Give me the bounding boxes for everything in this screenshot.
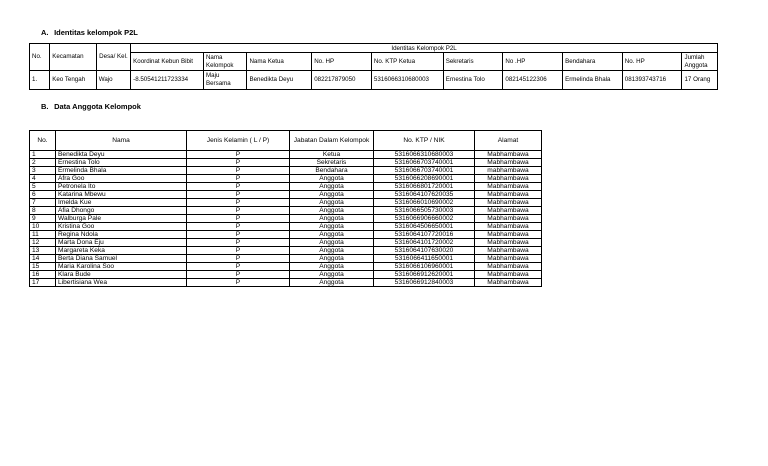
cell-nama: Maria Karolina Soo: [56, 263, 187, 271]
cell-jenis-kelamin: P: [187, 255, 290, 263]
cell-nama: Ernestina Tolo: [56, 159, 187, 167]
cell-jenis-kelamin: P: [187, 247, 290, 255]
cell-jenis-kelamin: P: [187, 231, 290, 239]
cell-jenis-kelamin: P: [187, 271, 290, 279]
section-a-heading: [41, 28, 138, 37]
cell-ktp: 5316064107630020: [374, 247, 475, 255]
cell-no-ktp-ketua: 5316066310680003: [371, 71, 443, 90]
cell-jenis-kelamin: P: [187, 239, 290, 247]
cell-ktp: 5316066310680003: [374, 151, 475, 159]
cell-desa: Wajo: [96, 71, 130, 90]
cell-jabatan: Anggota: [290, 231, 374, 239]
cell-no: 10: [30, 223, 56, 231]
cell-no: 8: [30, 207, 56, 215]
cell-no: 6: [30, 191, 56, 199]
cell-sekretaris: Ernestina Tolo: [443, 71, 503, 90]
cell-no: 12: [30, 239, 56, 247]
cell-no: 5: [30, 183, 56, 191]
cell-jabatan: Anggota: [290, 255, 374, 263]
cell-jabatan: Bendahara: [290, 167, 374, 175]
cell-nama-ketua: Benedikta Deyu: [247, 71, 312, 90]
cell-jenis-kelamin: P: [187, 183, 290, 191]
cell-ktp: 5316066208690001: [374, 175, 475, 183]
section-a-letter: A.: [41, 28, 49, 37]
header-nama-kelompok: Nama Kelompok: [203, 53, 247, 71]
cell-nama: Regina Ndola: [56, 231, 187, 239]
cell-no: 3: [30, 167, 56, 175]
cell-jabatan: Ketua: [290, 151, 374, 159]
cell-jabatan: Anggota: [290, 239, 374, 247]
cell-no: 17: [30, 279, 56, 287]
cell-jenis-kelamin: P: [187, 279, 290, 287]
cell-no: 11: [30, 231, 56, 239]
cell-ktp: 5316064101720002: [374, 239, 475, 247]
cell-alamat: Mabhambawa: [475, 191, 542, 199]
table-row: [30, 255, 542, 263]
cell-alamat: Mabhambawa: [475, 223, 542, 231]
cell-ktp: 5316064506650001: [374, 223, 475, 231]
cell-nama-kelompok: Maju Bersama: [203, 71, 247, 90]
header-kecamatan: Kecamatan: [50, 44, 97, 71]
section-b-title: Data Anggota Kelompok: [54, 102, 141, 111]
header-no-hp-sekretaris: No .HP: [503, 53, 563, 71]
cell-jenis-kelamin: P: [187, 263, 290, 271]
cell-nama: Afra Goo: [56, 175, 187, 183]
cell-no: 16: [30, 271, 56, 279]
cell-jenis-kelamin: P: [187, 191, 290, 199]
header-desa: Desa/ Kel.: [96, 44, 130, 71]
header-ktp: No. KTP / NIK: [374, 131, 475, 151]
cell-jabatan: Anggota: [290, 263, 374, 271]
cell-jenis-kelamin: P: [187, 223, 290, 231]
header-no-hp-bendahara: No. HP: [622, 53, 682, 71]
table-row: [30, 71, 718, 90]
table-row: [30, 231, 542, 239]
cell-no: 1: [30, 151, 56, 159]
header-jabatan: Jabatan Dalam Kelompok: [290, 131, 374, 151]
table-row: [30, 271, 542, 279]
cell-jenis-kelamin: P: [187, 175, 290, 183]
table-row: [30, 167, 542, 175]
cell-nama: Marta Dona Eju: [56, 239, 187, 247]
cell-nama: Benedikta Deyu: [56, 151, 187, 159]
cell-ktp: 5316066801720001: [374, 183, 475, 191]
cell-jenis-kelamin: P: [187, 159, 290, 167]
cell-ktp: 5316066106960001: [374, 263, 475, 271]
table-row: [30, 223, 542, 231]
cell-alamat: Mabhambawa: [475, 247, 542, 255]
header-sekretaris: Sekretaris: [443, 53, 503, 71]
cell-jabatan: Anggota: [290, 199, 374, 207]
table-row: [30, 183, 542, 191]
cell-no-hp-ketua: 082217879050: [312, 71, 372, 90]
cell-ktp: 5316064107620035: [374, 191, 475, 199]
cell-nama: Klara Bude: [56, 271, 187, 279]
cell-ktp: 5316066703740001: [374, 167, 475, 175]
cell-nama: Katarina Mbewu: [56, 191, 187, 199]
cell-jenis-kelamin: P: [187, 207, 290, 215]
cell-alamat: Mabhambawa: [475, 255, 542, 263]
section-a-title: Identitas kelompok P2L: [54, 28, 138, 37]
cell-kecamatan: Keo Tengah: [50, 71, 97, 90]
cell-jenis-kelamin: P: [187, 199, 290, 207]
cell-jumlah: 17 Orang: [682, 71, 718, 90]
group-identity-table: [29, 43, 718, 90]
cell-nama: Petronela Ito: [56, 183, 187, 191]
table-row: [30, 159, 542, 167]
header-koordinat: Koordinat Kebun Bibit: [131, 53, 204, 71]
header-nama: Nama: [56, 131, 187, 151]
header-jenis-kelamin: Jenis Kelamin ( L / P): [187, 131, 290, 151]
cell-alamat: Mabhambawa: [475, 263, 542, 271]
cell-jenis-kelamin: P: [187, 151, 290, 159]
header-nama-ketua: Nama Ketua: [247, 53, 312, 71]
cell-jabatan: Anggota: [290, 191, 374, 199]
table-row: [30, 215, 542, 223]
cell-ktp: 5316064107720016: [374, 231, 475, 239]
cell-alamat: Mabhambawa: [475, 279, 542, 287]
cell-no-hp-bendahara: 081393743716: [622, 71, 682, 90]
header-group: Identitas Kelompok P2L: [131, 44, 718, 53]
cell-ktp: 5316066912840003: [374, 279, 475, 287]
cell-no: 15: [30, 263, 56, 271]
cell-jabatan: Anggota: [290, 247, 374, 255]
cell-no: 7: [30, 199, 56, 207]
header-bendahara: Bendahara: [563, 53, 623, 71]
section-b-heading: [41, 102, 141, 111]
cell-alamat: Mabhambawa: [475, 175, 542, 183]
table-row: [30, 175, 542, 183]
cell-nama: Walburga Pale: [56, 215, 187, 223]
cell-jabatan: Anggota: [290, 279, 374, 287]
header-no-hp-ketua: No. HP: [312, 53, 372, 71]
table-row: [30, 151, 542, 159]
cell-no-hp-sekretaris: 082145122306: [503, 71, 563, 90]
cell-nama: Imelda Kue: [56, 199, 187, 207]
cell-alamat: Mabhambawa: [475, 199, 542, 207]
cell-alamat: Mabhambawa: [475, 151, 542, 159]
cell-jenis-kelamin: P: [187, 215, 290, 223]
cell-alamat: mabhambawa: [475, 167, 542, 175]
cell-no: 4: [30, 175, 56, 183]
cell-jabatan: Anggota: [290, 215, 374, 223]
cell-alamat: Mabhambawa: [475, 215, 542, 223]
cell-jabatan: Anggota: [290, 175, 374, 183]
table-row: [30, 263, 542, 271]
members-table: [29, 130, 542, 287]
cell-bendahara: Ermelinda Bhala: [563, 71, 623, 90]
cell-no: 13: [30, 247, 56, 255]
cell-no: 9: [30, 215, 56, 223]
cell-nama: Berta Diana Samuel: [56, 255, 187, 263]
table-row: [30, 279, 542, 287]
cell-alamat: Mabhambawa: [475, 231, 542, 239]
header-jumlah: Jumlah Anggota: [682, 53, 718, 71]
cell-jenis-kelamin: P: [187, 167, 290, 175]
cell-ktp: 5316066703740001: [374, 159, 475, 167]
cell-ktp: 5316066505730003: [374, 207, 475, 215]
table-row: [30, 199, 542, 207]
header-no: No.: [30, 44, 50, 71]
cell-alamat: Mabhambawa: [475, 183, 542, 191]
cell-no: 14: [30, 255, 56, 263]
table-row: [30, 191, 542, 199]
cell-alamat: Mabhambawa: [475, 239, 542, 247]
cell-jabatan: Anggota: [290, 207, 374, 215]
cell-alamat: Mabhambawa: [475, 207, 542, 215]
cell-no: 2: [30, 159, 56, 167]
cell-jabatan: Anggota: [290, 271, 374, 279]
cell-alamat: Mabhambawa: [475, 159, 542, 167]
cell-nama: Kristina Goo: [56, 223, 187, 231]
header-no: No.: [30, 131, 56, 151]
cell-nama: Libertisiana Wea: [56, 279, 187, 287]
cell-ktp: 5316066912620001: [374, 271, 475, 279]
cell-koordinat: -8.50541211723334: [131, 71, 204, 90]
cell-ktp: 5316066010690002: [374, 199, 475, 207]
table-row: [30, 239, 542, 247]
table-row: [30, 247, 542, 255]
cell-nama: Ermelinda Bhala: [56, 167, 187, 175]
cell-jabatan: Anggota: [290, 183, 374, 191]
cell-nama: Margareta Keka: [56, 247, 187, 255]
table-row: [30, 207, 542, 215]
cell-alamat: Mabhambawa: [475, 271, 542, 279]
cell-jabatan: Sekretaris: [290, 159, 374, 167]
cell-nama: Afia Dhongo: [56, 207, 187, 215]
cell-ktp: 5316066906660002: [374, 215, 475, 223]
header-alamat: Alamat: [475, 131, 542, 151]
cell-jabatan: Anggota: [290, 223, 374, 231]
section-b-letter: B.: [41, 102, 49, 111]
cell-ktp: 5316066411650001: [374, 255, 475, 263]
cell-no: 1.: [30, 71, 50, 90]
header-no-ktp-ketua: No. KTP Ketua: [371, 53, 443, 71]
